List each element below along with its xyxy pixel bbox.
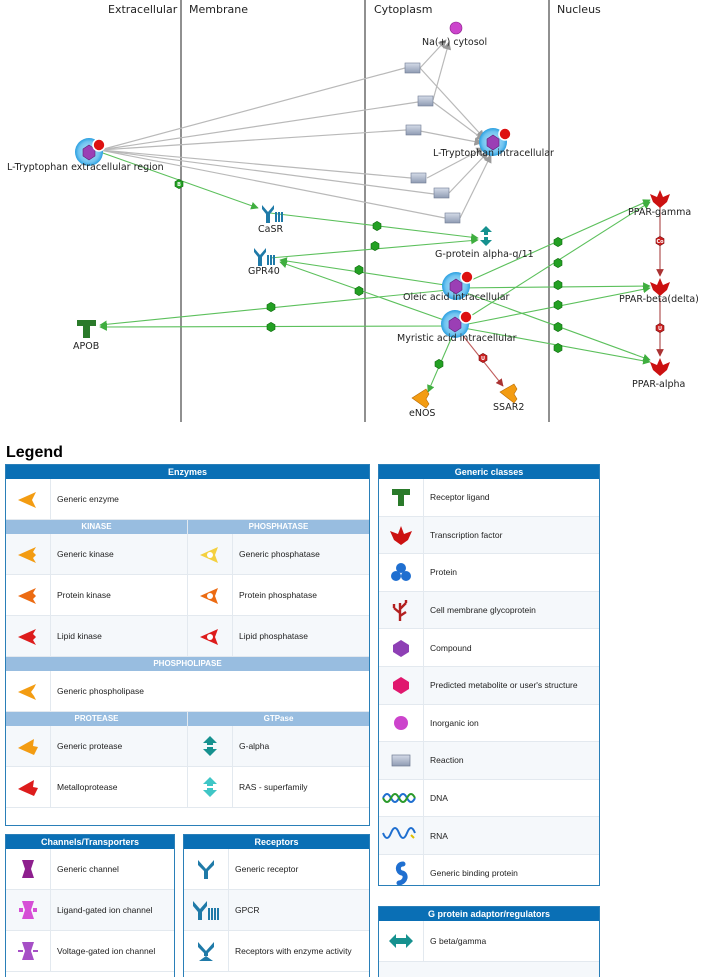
badge-transcription	[267, 302, 275, 311]
legend-row	[188, 616, 369, 657]
badge-unspecified	[656, 323, 664, 332]
badge-transcription	[435, 359, 443, 368]
legend-row	[379, 921, 599, 962]
lipid-phosphatase-icon	[197, 626, 223, 646]
legend-row	[379, 742, 599, 780]
svg-text:Myristic acid intracellular: Myristic acid intracellular	[397, 333, 517, 344]
generic-kinase-icon	[15, 544, 41, 564]
svg-text:APOB: APOB	[73, 341, 100, 352]
legend-label: Protein phosphatase	[239, 590, 317, 600]
legend-label: Protein kinase	[57, 590, 111, 600]
lane-label-membrane: Membrane	[189, 3, 248, 16]
legend-title: Legend	[6, 444, 63, 461]
svg-text:Oleic acid intracellular: Oleic acid intracellular	[403, 292, 510, 303]
legend-row	[379, 629, 599, 667]
protein-kinase-icon	[15, 585, 41, 605]
legend-row	[6, 931, 174, 972]
legend-label: Reaction	[430, 755, 464, 766]
inorganic-ion-icon	[388, 712, 414, 734]
legend-row	[379, 855, 599, 886]
legend-row	[379, 479, 599, 517]
legend-row	[6, 575, 187, 616]
reaction-icon	[388, 749, 414, 771]
legend-label: Generic receptor	[235, 864, 299, 874]
sub-header: PROTEASE	[6, 712, 187, 726]
compound-icon	[388, 637, 414, 659]
ligand-gated-channel-icon	[15, 898, 41, 922]
badge-binding	[355, 265, 363, 274]
svg-text:SSAR2: SSAR2	[493, 402, 525, 413]
legend-panel-receptors	[183, 834, 370, 977]
activation-edges	[100, 152, 650, 392]
reaction-icon	[434, 188, 449, 198]
legend-row	[379, 817, 599, 855]
lane-label-cytoplasm: Cytoplasm	[374, 3, 433, 16]
legend-row	[188, 767, 369, 808]
voltage-gated-channel-icon	[15, 939, 41, 963]
node-gq[interactable]	[435, 226, 534, 260]
generic-channel-icon	[15, 857, 41, 881]
legend-label: Generic phospholipase	[57, 686, 144, 696]
panel-header: Enzymes	[6, 465, 369, 479]
g-beta-gamma-icon	[387, 931, 415, 951]
legend-row	[379, 592, 599, 630]
binding-protein-icon	[388, 861, 414, 885]
svg-text:CaSR: CaSR	[258, 224, 284, 235]
node-ssar2[interactable]	[493, 384, 524, 413]
generic-receptor-icon	[193, 857, 219, 881]
legend-label: Voltage-gated ion channel	[57, 946, 156, 956]
lane-label-extracellular: Extracellular	[108, 3, 178, 16]
pathway-diagram	[0, 0, 704, 430]
badge-binding	[554, 237, 562, 246]
panel-header: G protein adaptor/regulators	[379, 907, 599, 921]
node-casr[interactable]	[258, 205, 283, 235]
badge-transcription	[373, 221, 381, 230]
legend-panel-channels	[5, 834, 175, 977]
badge-binding	[554, 300, 562, 309]
generic-protease-icon	[15, 736, 41, 756]
badge-binding	[554, 258, 562, 267]
legend-label: DNA	[430, 793, 448, 804]
legend-label: Generic enzyme	[57, 494, 119, 504]
badge-unspecified	[479, 353, 487, 362]
node-enos[interactable]	[409, 389, 435, 419]
legend-label: Predicted metabolite or user's structure	[430, 680, 578, 691]
legend-label: Ligand-gated ion channel	[57, 905, 153, 915]
panel-header: Receptors	[184, 835, 369, 849]
legend-row	[6, 726, 187, 767]
svg-text:U: U	[657, 325, 663, 332]
rna-icon	[381, 825, 421, 847]
svg-text:U: U	[480, 355, 486, 362]
svg-text:PPAR-gamma: PPAR-gamma	[628, 207, 692, 218]
legend-row	[188, 726, 369, 767]
legend-row	[6, 671, 369, 712]
lipid-kinase-icon	[15, 626, 41, 646]
legend-row	[184, 890, 369, 931]
legend-row	[6, 534, 187, 575]
node-oleic[interactable]	[403, 271, 510, 303]
lane-dividers	[181, 0, 549, 422]
lane-label-nucleus: Nucleus	[557, 3, 601, 16]
node-na-cytosol[interactable]	[422, 22, 487, 48]
sub-header: KINASE	[6, 520, 187, 534]
badge-transcription	[371, 241, 379, 250]
legend-label: Receptors with enzyme activity	[235, 946, 352, 956]
reaction-nodes[interactable]	[405, 63, 460, 223]
reaction-icon	[418, 96, 433, 106]
legend-label: Generic binding protein	[430, 868, 518, 879]
node-ppar-alpha[interactable]	[632, 358, 685, 390]
legend-label: Generic kinase	[57, 549, 114, 559]
badge-binding	[554, 322, 562, 331]
legend-row	[184, 931, 369, 972]
panel-header: Channels/Transporters	[6, 835, 174, 849]
badge-binding	[554, 280, 562, 289]
protein-phosphatase-icon	[197, 585, 223, 605]
legend-row	[6, 890, 174, 931]
legend-label: Lipid kinase	[57, 631, 102, 641]
reaction-icon	[405, 63, 420, 73]
enzyme-receptor-icon	[193, 939, 219, 963]
legend-row	[379, 705, 599, 743]
legend-label: Transcription factor	[430, 529, 503, 540]
legend-panel-g-protein	[378, 906, 600, 977]
legend-label: GPCR	[235, 905, 260, 915]
metalloprotease-icon	[15, 777, 41, 797]
g-alpha-icon	[197, 735, 223, 757]
legend-row	[379, 962, 599, 977]
svg-text:PPAR-beta(delta): PPAR-beta(delta)	[619, 294, 699, 305]
svg-text:L-Tryptophan intracellular: L-Tryptophan intracellular	[433, 148, 554, 159]
transcription-factor-icon	[388, 524, 414, 546]
node-ppar-gamma[interactable]	[628, 190, 691, 218]
panel-header: Generic classes	[379, 465, 599, 479]
svg-text:L-Tryptophan extracellular reg: L-Tryptophan extracellular region	[7, 162, 164, 173]
badge-binding	[355, 286, 363, 295]
node-apob[interactable]	[73, 320, 99, 352]
legend-row	[6, 767, 187, 808]
legend-label: Compound	[430, 642, 472, 653]
legend-row	[379, 667, 599, 705]
reaction-icon	[411, 173, 426, 183]
legend-row	[6, 616, 187, 657]
legend-label: Generic channel	[57, 864, 119, 874]
badge-transcription	[267, 322, 275, 331]
legend-row	[379, 554, 599, 592]
legend-label: RNA	[430, 830, 448, 841]
legend-row	[379, 517, 599, 555]
legend-label: G beta/gamma	[430, 936, 487, 946]
protein-icon	[388, 561, 414, 583]
node-gpr40[interactable]	[248, 248, 280, 277]
legend-row	[184, 849, 369, 890]
generic-phospholipase-icon	[15, 681, 41, 701]
generic-phosphatase-icon	[197, 544, 223, 564]
node-myristic[interactable]	[397, 310, 517, 344]
legend-label: G-alpha	[239, 741, 270, 751]
badge-binding	[554, 343, 562, 352]
sub-header: PHOSPHATASE	[188, 520, 369, 534]
legend-row	[379, 780, 599, 818]
sub-header: PHOSPHOLIPASE	[6, 657, 369, 671]
svg-text:PPAR-alpha: PPAR-alpha	[632, 379, 686, 390]
legend-label: Receptor ligand	[430, 492, 490, 503]
legend-label: Protein	[430, 567, 457, 578]
node-trp-intra[interactable]	[433, 128, 554, 159]
transport-edges	[100, 40, 491, 218]
svg-text:B: B	[177, 181, 181, 188]
badge-binding	[175, 179, 183, 188]
legend-label: Cell membrane glycoprotein	[430, 605, 536, 616]
legend-label: Generic protease	[57, 741, 123, 751]
legend-row	[188, 575, 369, 616]
legend-panel-enzymes	[5, 464, 370, 826]
svg-text:Na(+) cytosol: Na(+) cytosol	[422, 37, 488, 48]
legend-label: Lipid phosphatase	[239, 631, 309, 641]
svg-text:Co: Co	[656, 238, 664, 245]
reaction-icon	[406, 125, 421, 135]
sub-header: GTPase	[188, 712, 369, 726]
generic-enzyme-icon	[15, 489, 41, 509]
dna-icon	[381, 787, 421, 809]
legend-row	[6, 479, 369, 520]
legend-panel-generic-classes	[378, 464, 600, 886]
receptor-ligand-icon	[388, 486, 414, 508]
svg-text:G-protein alpha-q/11: G-protein alpha-q/11	[435, 249, 534, 260]
glycoprotein-icon	[388, 598, 414, 622]
gpcr-icon	[191, 898, 221, 922]
legend-label: RAS - superfamily	[239, 782, 308, 792]
svg-text:eNOS: eNOS	[409, 408, 436, 419]
legend-label: Inorganic ion	[430, 717, 479, 728]
legend-label: Metalloprotease	[57, 782, 118, 792]
ras-superfamily-icon	[197, 776, 223, 798]
badge-coactivation	[656, 236, 664, 245]
legend-row	[188, 534, 369, 575]
legend-label: Generic phosphatase	[239, 549, 320, 559]
legend-row	[6, 849, 174, 890]
predicted-metabolite-icon	[388, 674, 414, 696]
reaction-icon	[445, 213, 460, 223]
svg-text:GPR40: GPR40	[248, 266, 280, 277]
